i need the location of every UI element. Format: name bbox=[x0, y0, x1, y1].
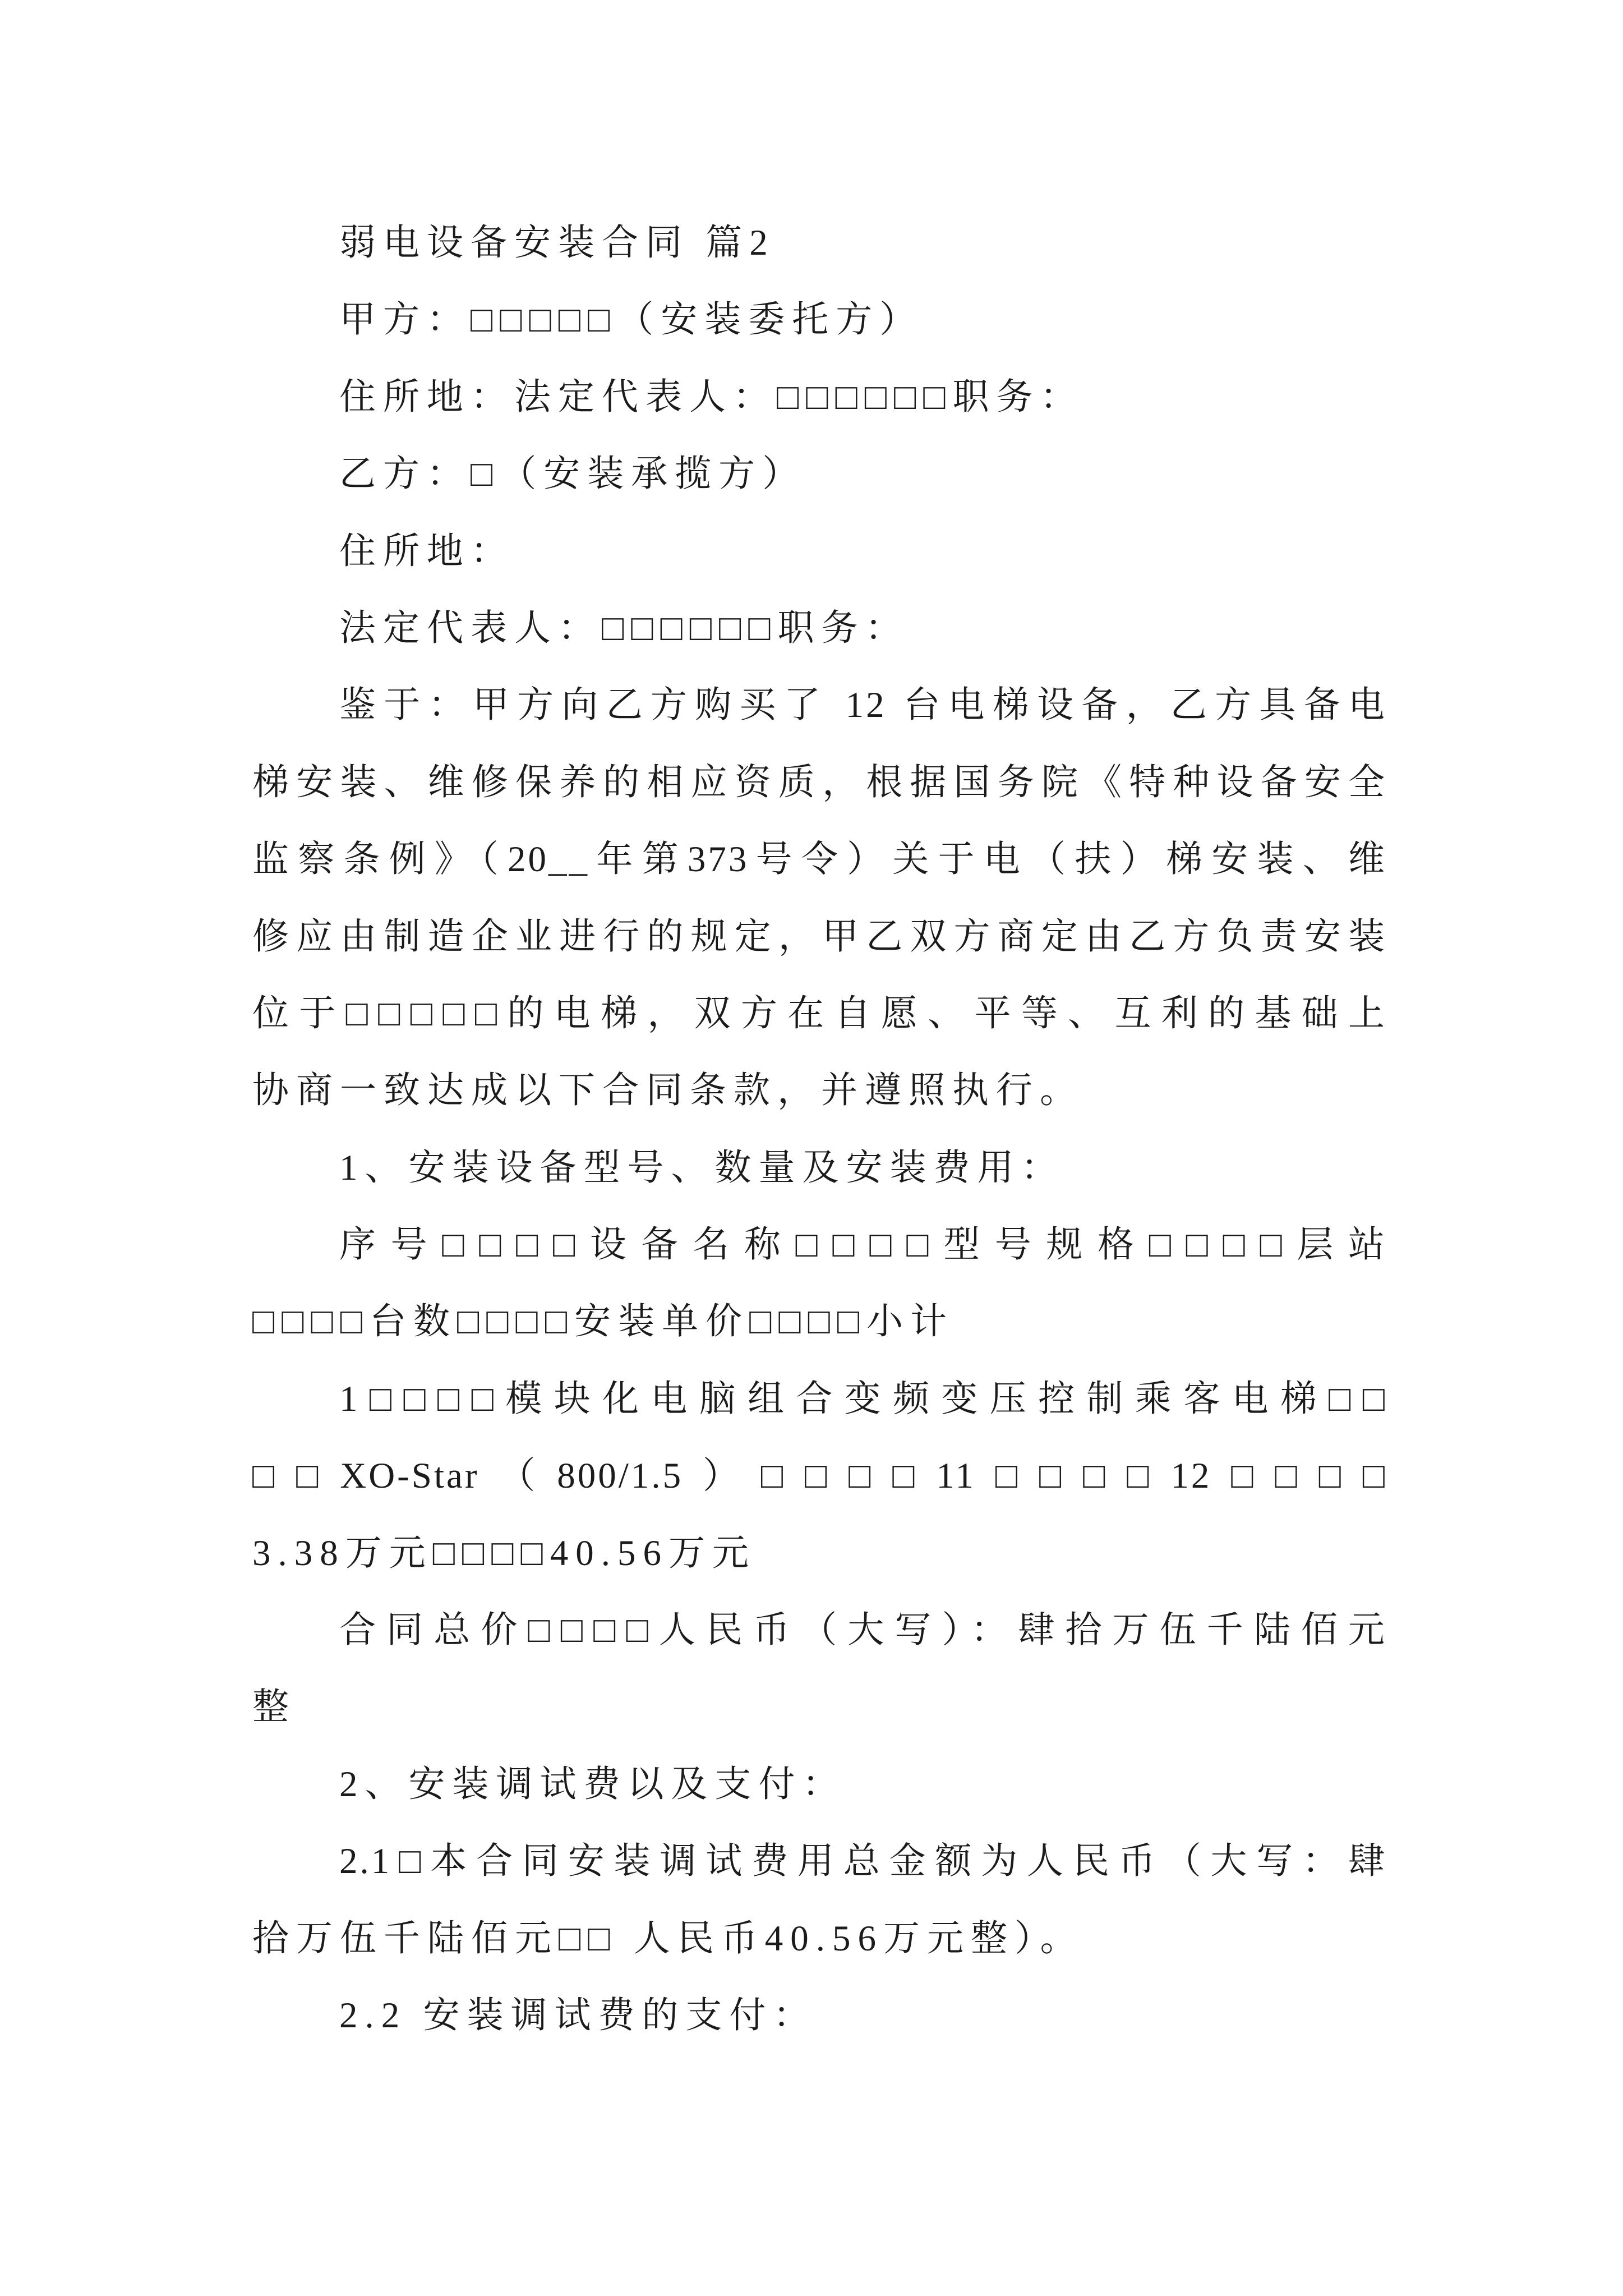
text-line: 2、安装调试费以及支付： bbox=[339, 1764, 846, 1805]
party-b-address bbox=[252, 513, 1387, 590]
text-line: 整 bbox=[252, 1687, 297, 1728]
contract-title bbox=[252, 205, 1387, 282]
section-1-heading bbox=[252, 1130, 1387, 1207]
text-line: 3.38万元□□□□40.56万元 bbox=[252, 1533, 757, 1573]
text-line: 1□□□□模块化电脑组合变频变压控制乘客电梯□□ bbox=[339, 1378, 1387, 1419]
text-line: 2.1□本合同安装调试费用总金额为人民币（大写：肆 bbox=[339, 1841, 1387, 1882]
text-line: □□□□台数□□□□安装单价□□□□小计 bbox=[252, 1301, 955, 1342]
clause-2-2 bbox=[252, 1977, 1387, 2054]
text-line: 弱电设备安装合同 篇2 bbox=[339, 223, 775, 263]
text-line: 位于□□□□□的电梯，双方在自愿、平等、互利的基础上 bbox=[252, 993, 1387, 1034]
text-line: □□XO-Star（800/1.5）□□□□11□□□□12□□□□ bbox=[252, 1456, 1387, 1497]
text-line: 合同总价□□□□人民币（大写）：肆拾万伍千陆佰元 bbox=[339, 1610, 1387, 1651]
text-line: 住所地：法定代表人：□□□□□□职务： bbox=[339, 376, 1084, 417]
equipment-table-header bbox=[252, 1207, 1387, 1361]
text-line: 鉴于：甲方向乙方购买了 12 台电梯设备，乙方具备电 bbox=[339, 685, 1387, 726]
text-line: 梯安装、维修保养的相应资质，根据国务院《特种设备安全 bbox=[252, 762, 1387, 803]
text-line: 法定代表人：□□□□□□职务： bbox=[339, 608, 909, 648]
total-price bbox=[252, 1592, 1387, 1746]
contract-body bbox=[252, 205, 1387, 2054]
text-line: 拾万伍千陆佰元□□ 人民币40.56万元整）。 bbox=[252, 1918, 1084, 1959]
clause-2-1 bbox=[252, 1823, 1387, 1977]
text-line: 序号□□□□设备名称□□□□型号规格□□□□层站 bbox=[339, 1225, 1387, 1266]
text-line: 1、安装设备型号、数量及安装费用： bbox=[339, 1147, 1065, 1188]
party-b bbox=[252, 436, 1387, 513]
recital-paragraph bbox=[252, 667, 1387, 1129]
text-line: 修应由制造企业进行的规定，甲乙双方商定由乙方负责安装 bbox=[252, 916, 1387, 957]
equipment-table-row bbox=[252, 1361, 1387, 1592]
party-b-representative bbox=[252, 590, 1387, 667]
party-a bbox=[252, 282, 1387, 358]
party-a-address bbox=[252, 359, 1387, 436]
text-line: 协商一致达成以下合同条款，并遵照执行。 bbox=[252, 1070, 1084, 1111]
section-2-heading bbox=[252, 1746, 1387, 1823]
text-line: 住所地： bbox=[339, 531, 515, 572]
text-line: 乙方：□（安装承揽方） bbox=[339, 454, 806, 495]
text-line: 甲方：□□□□□（安装委托方） bbox=[339, 300, 924, 341]
text-line: 监察条例》（20__年第373号令）关于电（扶）梯安装、维 bbox=[252, 839, 1387, 880]
text-line: 2.2 安装调试费的支付： bbox=[339, 1995, 817, 2036]
